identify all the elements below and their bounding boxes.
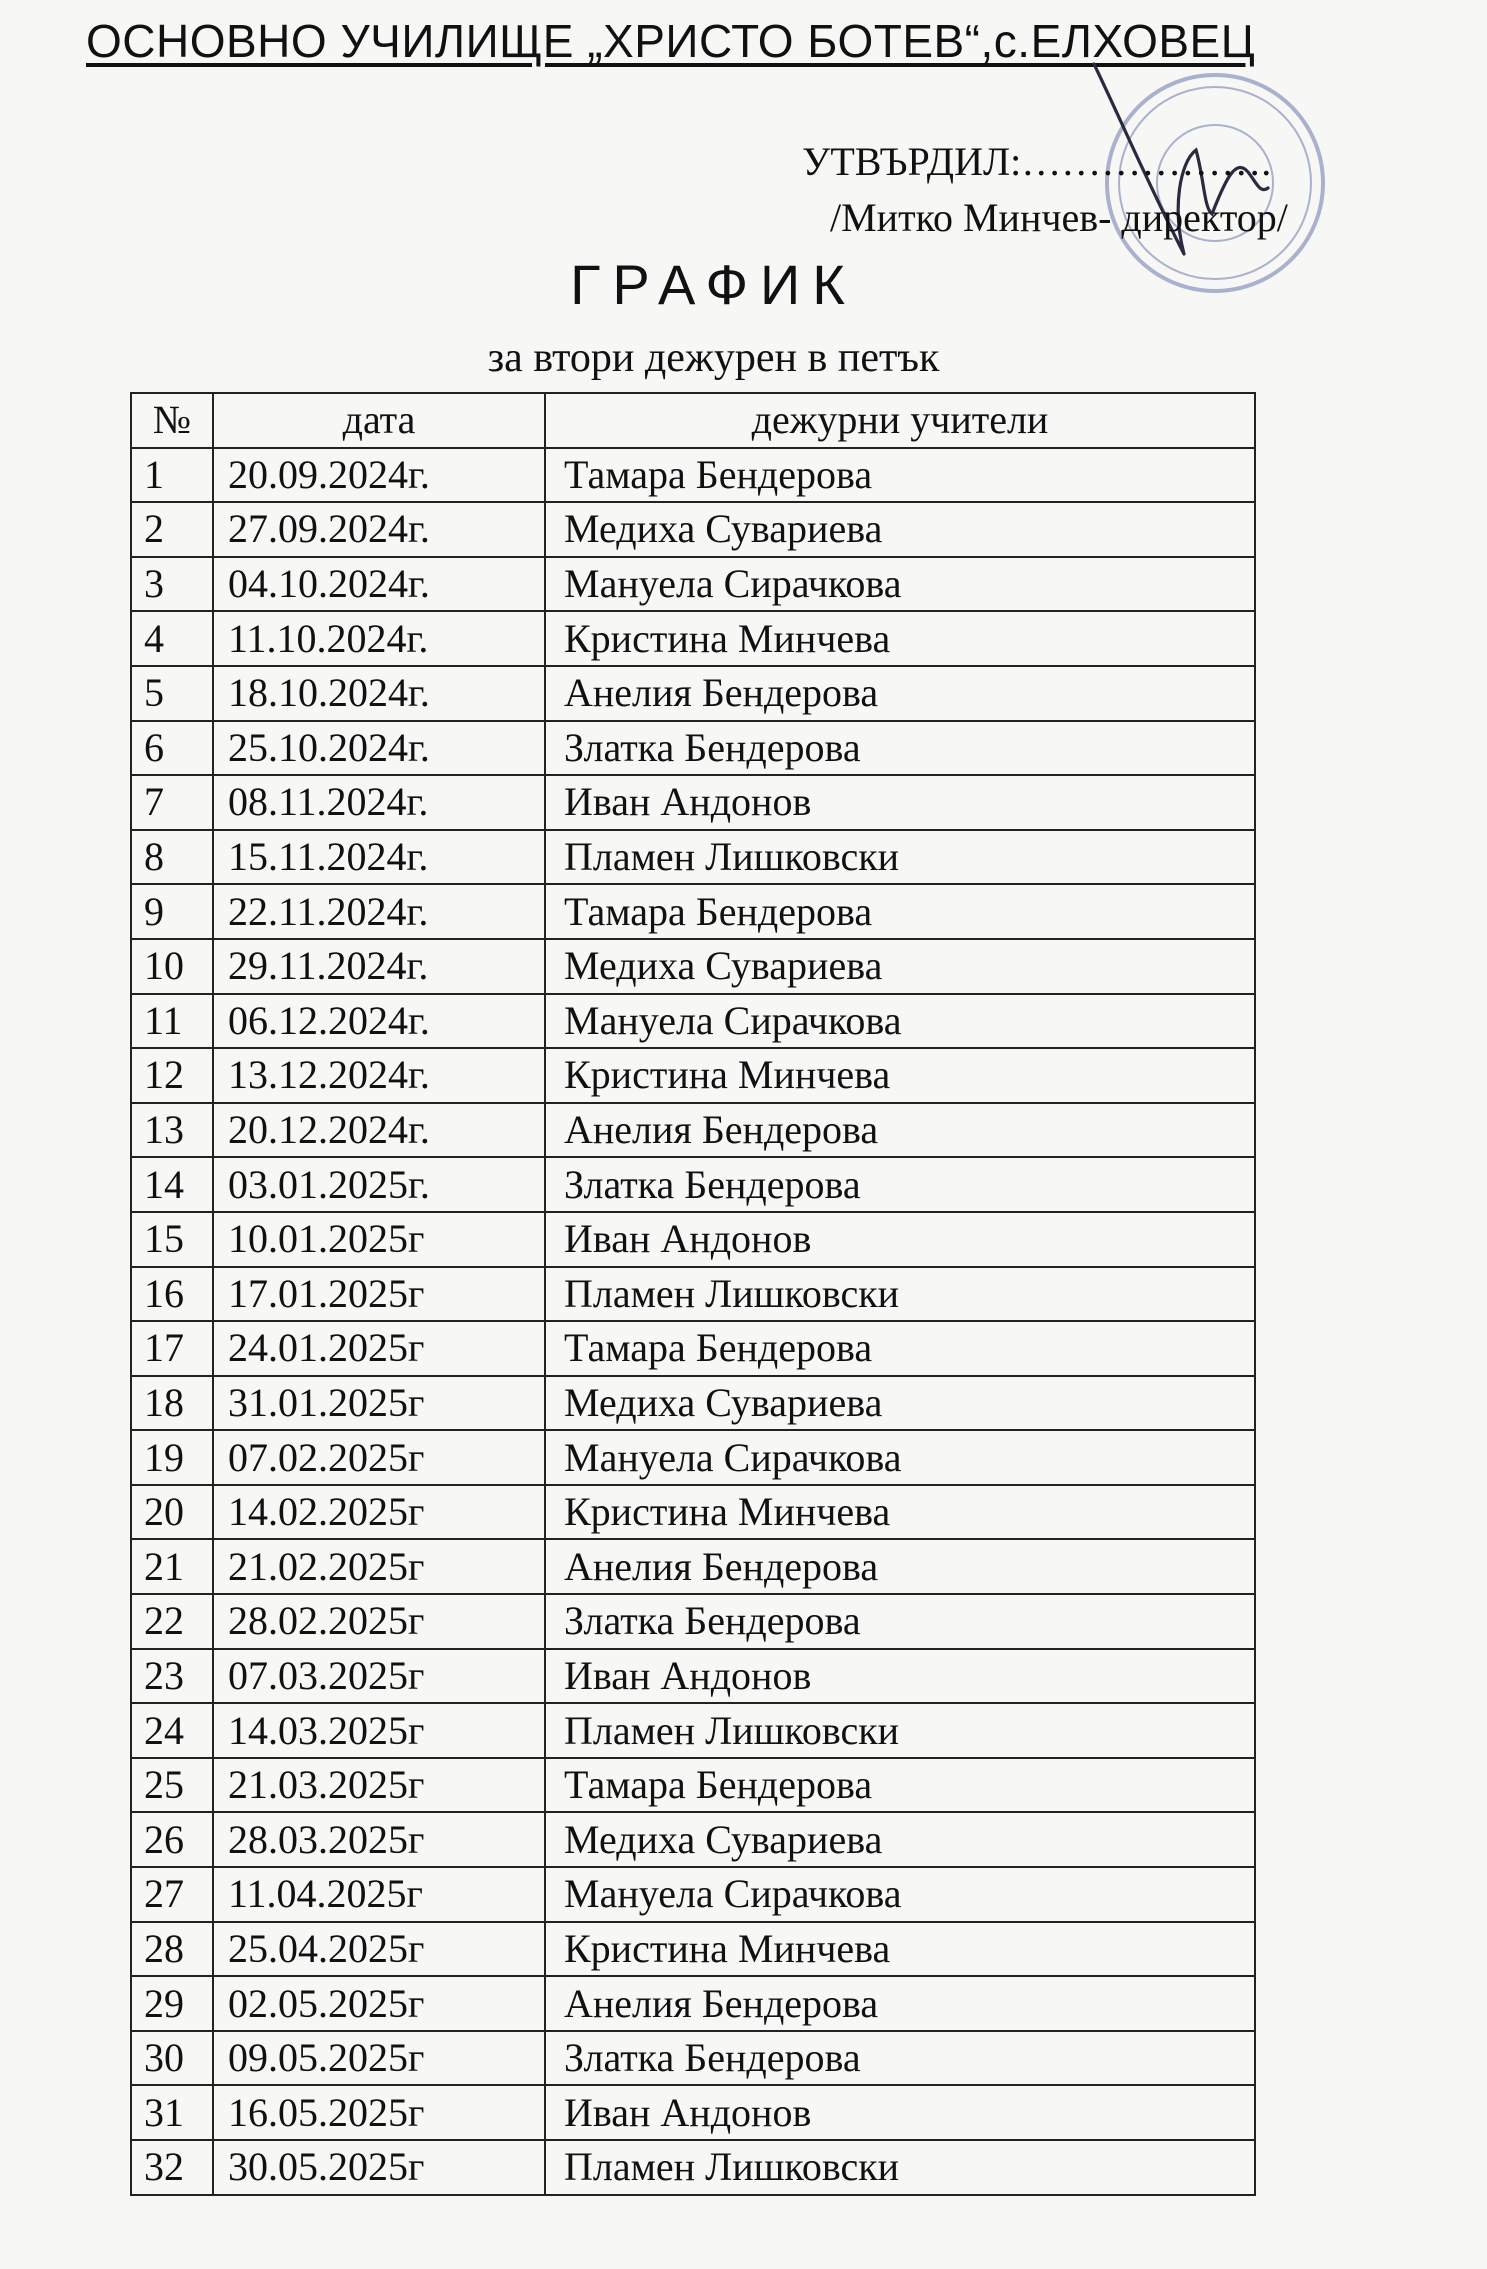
duty-teacher: Мануела Сирачкова <box>545 1430 1255 1485</box>
table-row <box>131 1267 1255 1322</box>
table-row <box>131 2031 1255 2086</box>
row-number: 11 <box>131 994 213 1049</box>
table-row <box>131 1103 1255 1158</box>
table-row <box>131 884 1255 939</box>
row-number: 30 <box>131 2031 213 2086</box>
duty-date: 14.03.2025г <box>213 1703 545 1758</box>
table-row <box>131 557 1255 612</box>
duty-date: 04.10.2024г. <box>213 557 545 612</box>
table-row <box>131 1649 1255 1704</box>
duty-date: 21.03.2025г <box>213 1758 545 1813</box>
row-number: 9 <box>131 884 213 939</box>
row-number: 20 <box>131 1485 213 1540</box>
duty-date: 14.02.2025г <box>213 1485 545 1540</box>
row-number: 18 <box>131 1376 213 1431</box>
table-row <box>131 1812 1255 1867</box>
duty-teacher: Пламен Лишковски <box>545 1703 1255 1758</box>
duty-date: 25.04.2025г <box>213 1922 545 1977</box>
duty-date: 17.01.2025г <box>213 1267 545 1322</box>
row-number: 22 <box>131 1594 213 1649</box>
table-row <box>131 994 1255 1049</box>
duty-teacher: Златка Бендерова <box>545 721 1255 776</box>
duty-teacher: Кристина Минчева <box>545 1922 1255 1977</box>
table-row <box>131 502 1255 557</box>
duty-date: 11.04.2025г <box>213 1867 545 1922</box>
row-number: 25 <box>131 1758 213 1813</box>
table-header-row <box>131 393 1255 448</box>
row-number: 7 <box>131 775 213 830</box>
row-number: 26 <box>131 1812 213 1867</box>
duty-teacher: Пламен Лишковски <box>545 1267 1255 1322</box>
duty-teacher: Медиха Сувариева <box>545 1376 1255 1431</box>
row-number: 13 <box>131 1103 213 1158</box>
duty-schedule-table <box>130 392 1256 2196</box>
duty-date: 16.05.2025г <box>213 2085 545 2140</box>
table-row <box>131 1594 1255 1649</box>
duty-teacher: Медиха Сувариева <box>545 939 1255 994</box>
duty-teacher: Иван Андонов <box>545 2085 1255 2140</box>
table-row <box>131 830 1255 885</box>
table-row <box>131 2085 1255 2140</box>
duty-teacher: Тамара Бендерова <box>545 884 1255 939</box>
duty-teacher: Тамара Бендерова <box>545 1321 1255 1376</box>
duty-date: 11.10.2024г. <box>213 611 545 666</box>
row-number: 31 <box>131 2085 213 2140</box>
table-row <box>131 1321 1255 1376</box>
duty-date: 06.12.2024г. <box>213 994 545 1049</box>
duty-teacher: Златка Бендерова <box>545 2031 1255 2086</box>
duty-teacher: Пламен Лишковски <box>545 830 1255 885</box>
table-row <box>131 448 1255 503</box>
row-number: 16 <box>131 1267 213 1322</box>
row-number: 6 <box>131 721 213 776</box>
duty-date: 08.11.2024г. <box>213 775 545 830</box>
row-number: 24 <box>131 1703 213 1758</box>
director-line: /Митко Минчев- директор/ <box>830 195 1288 240</box>
duty-date: 09.05.2025г <box>213 2031 545 2086</box>
duty-date: 15.11.2024г. <box>213 830 545 885</box>
row-number: 28 <box>131 1922 213 1977</box>
row-number: 8 <box>131 830 213 885</box>
duty-teacher: Анелия Бендерова <box>545 666 1255 721</box>
table-row <box>131 1758 1255 1813</box>
duty-teacher: Тамара Бендерова <box>545 1758 1255 1813</box>
table-row <box>131 666 1255 721</box>
duty-teacher: Иван Андонов <box>545 775 1255 830</box>
duty-teacher: Мануела Сирачкова <box>545 994 1255 1049</box>
duty-date: 28.02.2025г <box>213 1594 545 1649</box>
row-number: 2 <box>131 502 213 557</box>
duty-teacher: Тамара Бендерова <box>545 448 1255 503</box>
document-subtitle: за втори дежурен в петък <box>487 335 940 381</box>
table-row <box>131 1048 1255 1103</box>
duty-date: 03.01.2025г. <box>213 1157 545 1212</box>
table-row <box>131 1485 1255 1540</box>
table-row <box>131 1922 1255 1977</box>
row-number: 19 <box>131 1430 213 1485</box>
row-number: 21 <box>131 1539 213 1594</box>
duty-date: 02.05.2025г <box>213 1976 545 2031</box>
table-row <box>131 1976 1255 2031</box>
duty-teacher: Златка Бендерова <box>545 1594 1255 1649</box>
duty-teacher: Медиха Сувариева <box>545 502 1255 557</box>
table-row <box>131 611 1255 666</box>
row-number: 3 <box>131 557 213 612</box>
table-row <box>131 1430 1255 1485</box>
table-row <box>131 1376 1255 1431</box>
row-number: 12 <box>131 1048 213 1103</box>
row-number: 1 <box>131 448 213 503</box>
table-row <box>131 1703 1255 1758</box>
duty-date: 22.11.2024г. <box>213 884 545 939</box>
duty-date: 07.03.2025г <box>213 1649 545 1704</box>
table-row <box>131 721 1255 776</box>
document-title: ГРАФИК <box>570 253 857 316</box>
duty-date: 31.01.2025г <box>213 1376 545 1431</box>
duty-teacher: Мануела Сирачкова <box>545 1867 1255 1922</box>
duty-teacher: Анелия Бендерова <box>545 1539 1255 1594</box>
duty-date: 20.12.2024г. <box>213 1103 545 1158</box>
row-number: 32 <box>131 2140 213 2195</box>
duty-date: 29.11.2024г. <box>213 939 545 994</box>
school-name: ОСНОВНО УЧИЛИЩЕ „ХРИСТО БОТЕВ“,с.ЕЛХОВЕЦ <box>86 15 1256 67</box>
table-row <box>131 775 1255 830</box>
duty-date: 27.09.2024г. <box>213 502 545 557</box>
duty-teacher: Пламен Лишковски <box>545 2140 1255 2195</box>
duty-date: 21.02.2025г <box>213 1539 545 1594</box>
table-row <box>131 1867 1255 1922</box>
duty-date: 30.05.2025г <box>213 2140 545 2195</box>
duty-date: 18.10.2024г. <box>213 666 545 721</box>
duty-date: 13.12.2024г. <box>213 1048 545 1103</box>
column-header-number: № <box>131 393 213 448</box>
table-row <box>131 1212 1255 1267</box>
duty-teacher: Златка Бендерова <box>545 1157 1255 1212</box>
row-number: 4 <box>131 611 213 666</box>
duty-date: 28.03.2025г <box>213 1812 545 1867</box>
duty-date: 24.01.2025г <box>213 1321 545 1376</box>
table-row <box>131 1539 1255 1594</box>
duty-teacher: Медиха Сувариева <box>545 1812 1255 1867</box>
row-number: 27 <box>131 1867 213 1922</box>
table-row <box>131 1157 1255 1212</box>
duty-teacher: Кристина Минчева <box>545 1485 1255 1540</box>
duty-teacher: Анелия Бендерова <box>545 1103 1255 1158</box>
duty-teacher: Мануела Сирачкова <box>545 557 1255 612</box>
duty-teacher: Иван Андонов <box>545 1649 1255 1704</box>
duty-date: 25.10.2024г. <box>213 721 545 776</box>
duty-teacher: Кристина Минчева <box>545 611 1255 666</box>
column-header-date: дата <box>213 393 545 448</box>
duty-teacher: Анелия Бендерова <box>545 1976 1255 2031</box>
row-number: 15 <box>131 1212 213 1267</box>
table-row <box>131 939 1255 994</box>
row-number: 10 <box>131 939 213 994</box>
row-number: 17 <box>131 1321 213 1376</box>
duty-date: 20.09.2024г. <box>213 448 545 503</box>
duty-teacher: Иван Андонов <box>545 1212 1255 1267</box>
duty-date: 10.01.2025г <box>213 1212 545 1267</box>
row-number: 14 <box>131 1157 213 1212</box>
duty-date: 07.02.2025г <box>213 1430 545 1485</box>
duty-teacher: Кристина Минчева <box>545 1048 1255 1103</box>
approved-line: УТВЪРДИЛ:………………. <box>802 139 1272 184</box>
row-number: 5 <box>131 666 213 721</box>
row-number: 29 <box>131 1976 213 2031</box>
row-number: 23 <box>131 1649 213 1704</box>
table-row <box>131 2140 1255 2195</box>
column-header-teachers: дежурни учители <box>545 393 1255 448</box>
